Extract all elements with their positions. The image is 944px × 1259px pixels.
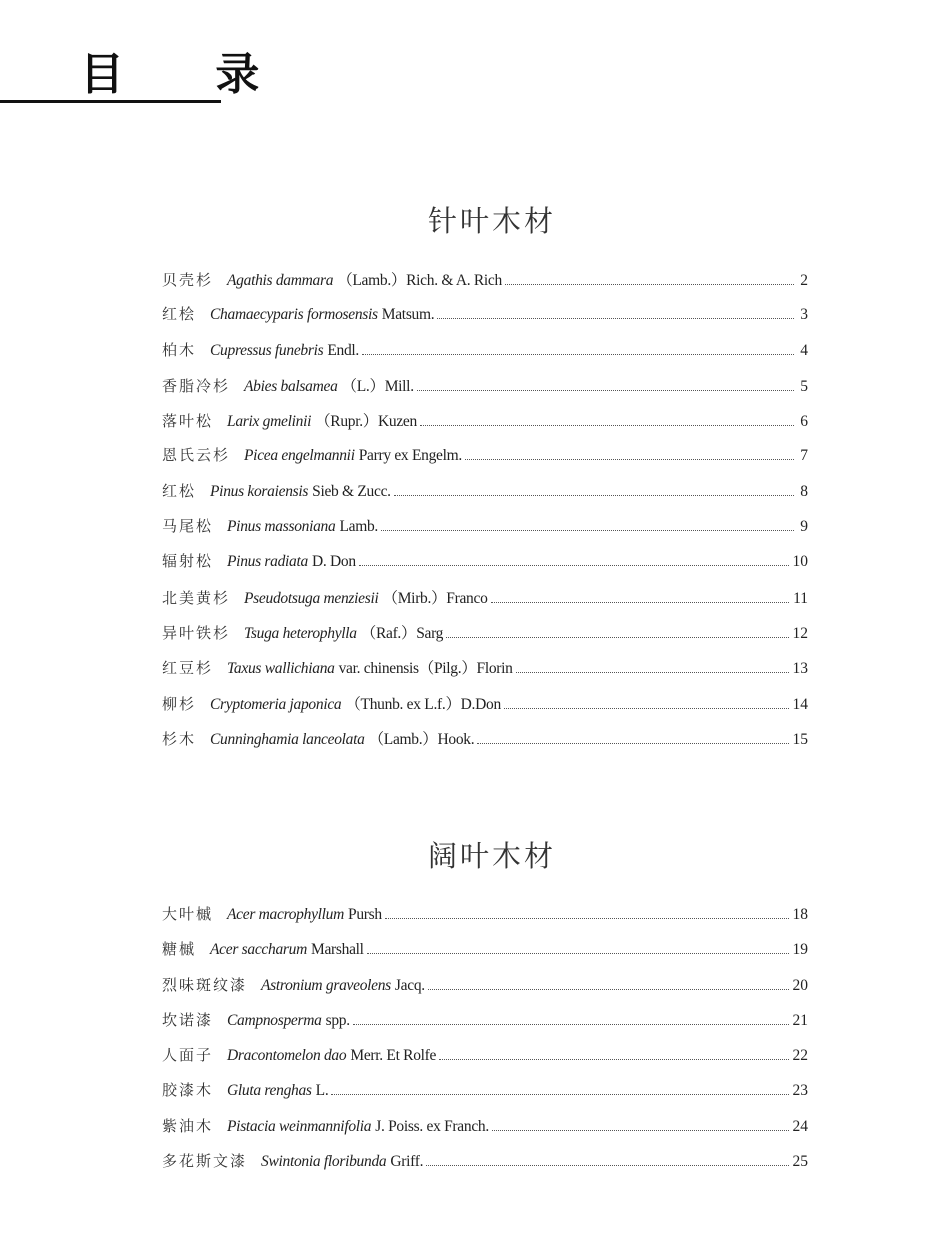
- toc-entry[interactable]: [162, 480, 808, 515]
- authority: L.: [315, 1082, 329, 1100]
- page-number: 20: [792, 976, 808, 994]
- authority: （Thunb. ex L.f.）D.Don: [345, 695, 501, 713]
- toc-entry[interactable]: [162, 656, 808, 691]
- authority: Pursh: [348, 906, 382, 923]
- scientific-name: Cunninghamia lanceolata: [210, 730, 365, 748]
- page-number: 4: [800, 341, 808, 359]
- authority: （Rupr.）Kuzen: [315, 413, 417, 431]
- page-number: 7: [800, 447, 808, 465]
- dot-leader: [331, 1090, 788, 1095]
- authority: J. Poiss. ex Franch.: [375, 1117, 489, 1135]
- toc-entry[interactable]: [162, 1044, 808, 1079]
- toc-entry[interactable]: [162, 974, 808, 1009]
- chinese-name: 贝壳杉: [162, 271, 214, 289]
- authority: Marshall: [310, 941, 364, 959]
- chinese-name: 杉木: [162, 729, 197, 748]
- dot-leader: [367, 949, 789, 954]
- toc-entry[interactable]: [162, 444, 808, 479]
- scientific-name: Astronium graveolens: [261, 976, 391, 994]
- page-number: 5: [800, 377, 808, 395]
- toc-entry[interactable]: [162, 903, 808, 938]
- chinese-name: 胶漆木: [162, 1081, 214, 1100]
- chinese-name: 大叶槭: [162, 905, 214, 923]
- title-rule: [0, 100, 221, 103]
- toc-entry[interactable]: [162, 339, 808, 374]
- section-heading-broadleaf: 阔叶木材: [427, 839, 556, 873]
- dot-leader: [385, 914, 789, 919]
- dot-leader: [504, 704, 789, 709]
- chinese-name: 马尾松: [162, 517, 214, 536]
- dot-leader: [381, 526, 794, 531]
- dot-leader: [477, 739, 788, 744]
- chinese-name: 恩氏云杉: [162, 446, 231, 465]
- scientific-name: Pinus radiata: [227, 553, 308, 571]
- toc-list-conifer: [162, 268, 808, 762]
- page-number: 24: [792, 1117, 808, 1135]
- page-number: 15: [792, 730, 808, 748]
- chinese-name: 烈味斑纹漆: [162, 975, 248, 994]
- page-title: 目 录: [80, 49, 298, 100]
- dot-leader: [426, 1161, 788, 1166]
- page-number: 11: [793, 589, 808, 607]
- page-number: 14: [792, 695, 808, 713]
- toc-entry[interactable]: [162, 1079, 808, 1114]
- page-number: 8: [800, 482, 808, 500]
- authority: （Mirb.）Franco: [382, 589, 488, 607]
- scientific-name: Pinus koraiensis: [210, 482, 309, 500]
- page-number: 13: [792, 660, 808, 678]
- toc-entry[interactable]: [162, 409, 808, 444]
- scientific-name: Agathis dammara: [227, 272, 334, 289]
- toc-entry[interactable]: [162, 303, 808, 338]
- chinese-name: 柳杉: [162, 694, 197, 713]
- dot-leader: [359, 561, 789, 566]
- authority: Endl.: [327, 341, 359, 359]
- page-number: 21: [792, 1011, 808, 1029]
- chinese-name: 糖槭: [162, 940, 197, 959]
- toc-list-broadleaf: [162, 903, 808, 1185]
- dot-leader: [428, 985, 789, 990]
- page-number: 18: [792, 906, 808, 923]
- toc-entry[interactable]: [162, 621, 808, 656]
- scientific-name: Pistacia weinmannifolia: [227, 1117, 372, 1135]
- authority: Matsum.: [381, 306, 435, 324]
- toc-entry[interactable]: [162, 550, 808, 585]
- scientific-name: Acer macrophyllum: [227, 906, 345, 923]
- page-number: 25: [792, 1153, 808, 1171]
- page-number: 22: [792, 1047, 808, 1065]
- toc-entry[interactable]: [162, 938, 808, 973]
- chinese-name: 柏木: [162, 340, 197, 359]
- authority: Sieb & Zucc.: [312, 482, 391, 500]
- scientific-name: Swintonia floribunda: [261, 1153, 387, 1171]
- page-number: 19: [792, 941, 808, 959]
- toc-entry[interactable]: [162, 1009, 808, 1044]
- scientific-name: Chamaecyparis formosensis: [210, 306, 378, 324]
- authority: Jacq.: [394, 976, 425, 994]
- chinese-name: 北美黄杉: [162, 588, 231, 607]
- scientific-name: Abies balsamea: [244, 377, 338, 395]
- dot-leader: [420, 421, 794, 426]
- authority: Parry ex Engelm.: [358, 447, 462, 465]
- scientific-name: Gluta renghas: [227, 1082, 312, 1100]
- scientific-name: Pinus massoniana: [227, 518, 336, 536]
- chinese-name: 红松: [162, 481, 197, 500]
- dot-leader: [362, 350, 794, 355]
- toc-entry[interactable]: [162, 515, 808, 550]
- scientific-name: Tsuga heterophylla: [244, 624, 357, 642]
- dot-leader: [417, 386, 794, 391]
- scientific-name: Campnosperma: [227, 1011, 322, 1029]
- chinese-name: 异叶铁杉: [162, 623, 231, 642]
- toc-entry[interactable]: [162, 727, 808, 762]
- authority: D. Don: [311, 553, 356, 571]
- authority: （Lamb.）Rich. & A. Rich: [337, 272, 502, 289]
- scientific-name: Pseudotsuga menziesii: [244, 589, 379, 607]
- chinese-name: 人面子: [162, 1046, 214, 1065]
- scientific-name: Picea engelmannii: [244, 447, 355, 465]
- page-number: 9: [800, 518, 808, 536]
- chinese-name: 紫油木: [162, 1116, 214, 1135]
- chinese-name: 红桧: [162, 305, 197, 324]
- chinese-name: 辐射松: [162, 552, 214, 571]
- dot-leader: [516, 668, 789, 673]
- authority: （Lamb.）Hook.: [368, 730, 475, 748]
- scientific-name: Dracontomelon dao: [227, 1047, 347, 1065]
- dot-leader: [446, 633, 788, 638]
- dot-leader: [492, 1126, 789, 1131]
- page-number: 2: [800, 272, 808, 289]
- authority: Griff.: [390, 1153, 424, 1171]
- toc-entry[interactable]: [162, 374, 808, 409]
- page-number: 6: [800, 413, 808, 431]
- page-number: 3: [800, 306, 808, 324]
- toc-entry[interactable]: [162, 1115, 808, 1150]
- chinese-name: 红豆杉: [162, 659, 214, 678]
- page-number: 23: [792, 1082, 808, 1100]
- authority: Lamb.: [339, 518, 378, 536]
- authority: Merr. Et Rolfe: [350, 1047, 437, 1065]
- chinese-name: 香脂冷杉: [162, 376, 231, 395]
- authority: var. chinensis（Pilg.）Florin: [338, 660, 513, 678]
- chinese-name: 多花斯文漆: [162, 1152, 248, 1171]
- dot-leader: [394, 491, 794, 496]
- authority: （L.）Mill.: [341, 377, 414, 395]
- dot-leader: [437, 314, 794, 319]
- scientific-name: Cryptomeria japonica: [210, 695, 342, 713]
- dot-leader: [465, 455, 794, 460]
- dot-leader: [491, 598, 790, 603]
- dot-leader: [439, 1055, 788, 1060]
- dot-leader: [505, 280, 794, 285]
- scientific-name: Acer saccharum: [210, 941, 307, 959]
- section-heading-conifer: 针叶木材: [427, 204, 556, 238]
- authority: spp.: [325, 1011, 350, 1029]
- authority: （Raf.）Sarg: [360, 624, 444, 642]
- toc-entry[interactable]: [162, 268, 808, 303]
- toc-entry[interactable]: [162, 1150, 808, 1185]
- scientific-name: Cupressus funebris: [210, 341, 324, 359]
- toc-entry[interactable]: [162, 692, 808, 727]
- chinese-name: 坎诺漆: [162, 1010, 214, 1029]
- scientific-name: Larix gmelinii: [227, 413, 312, 431]
- page-number: 12: [792, 624, 808, 642]
- toc-entry[interactable]: [162, 586, 808, 621]
- chinese-name: 落叶松: [162, 412, 214, 431]
- scientific-name: Taxus wallichiana: [227, 660, 335, 678]
- page-number: 10: [792, 553, 808, 571]
- dot-leader: [353, 1020, 789, 1025]
